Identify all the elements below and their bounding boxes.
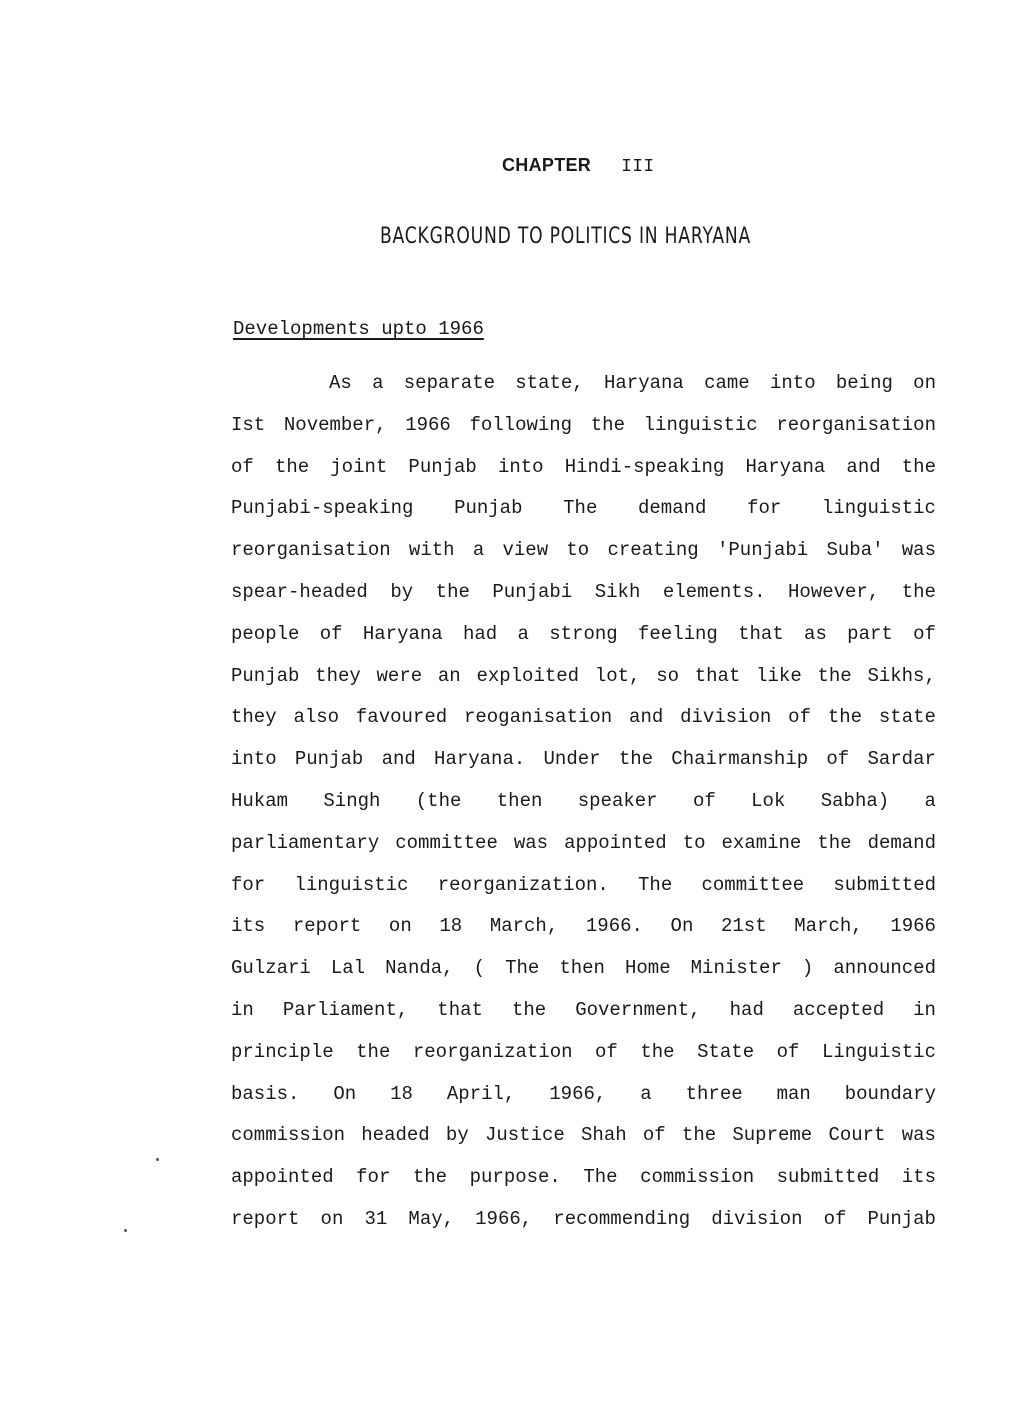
word: the	[356, 1040, 391, 1063]
word: Court	[828, 1124, 886, 1147]
word: Nanda,	[385, 957, 454, 980]
word: 1966.	[585, 915, 643, 938]
word: the	[901, 455, 936, 478]
word: Singh	[323, 789, 381, 812]
word: 'Punjabi	[716, 539, 809, 562]
word: 21st	[721, 915, 767, 938]
word: part	[847, 622, 893, 645]
word: Haryana.	[434, 748, 526, 771]
word: examine	[721, 831, 802, 854]
word: linguistic	[643, 413, 758, 436]
word: was	[901, 539, 936, 562]
word: Sikh	[594, 580, 641, 603]
word: demand	[867, 831, 936, 854]
word: of	[231, 455, 254, 478]
paragraph-line	[231, 739, 936, 781]
scan-speck	[156, 1158, 159, 1161]
word: of	[823, 1207, 847, 1230]
word: and	[846, 455, 881, 478]
word: Haryana	[603, 372, 684, 394]
word: they	[315, 664, 361, 687]
word: feeling	[637, 622, 718, 645]
paragraph-line	[231, 1157, 936, 1199]
word: Hukam	[231, 789, 289, 812]
word: being	[835, 372, 893, 394]
word: Linguistic	[821, 1040, 936, 1063]
word: 1966	[405, 413, 451, 436]
word: the	[640, 1040, 675, 1063]
word: also	[293, 706, 340, 729]
word: with	[408, 539, 455, 562]
word: headed	[361, 1124, 430, 1147]
word: Chairmanship	[671, 748, 809, 771]
word: that	[738, 622, 784, 645]
word: by	[445, 1124, 469, 1147]
word: view	[502, 539, 549, 562]
word: committee	[701, 873, 805, 896]
word: of	[788, 706, 811, 729]
word: the	[511, 998, 547, 1021]
paragraph-line	[231, 1199, 936, 1241]
word: March,	[489, 915, 559, 938]
word: linguistic	[294, 873, 409, 896]
paragraph-line	[231, 488, 936, 530]
word: and	[629, 706, 664, 729]
word: into	[769, 372, 816, 394]
word: Minister	[690, 957, 782, 980]
word: recommending	[553, 1207, 691, 1230]
word: State	[697, 1040, 755, 1063]
paragraph-line	[231, 572, 936, 614]
word: had	[463, 622, 498, 645]
word: the	[618, 748, 654, 771]
word: linguistic	[821, 497, 936, 520]
paragraph-line	[231, 363, 936, 405]
word: The	[505, 957, 540, 980]
word: a	[924, 789, 936, 812]
word: Parliament,	[282, 998, 409, 1021]
word: committee	[395, 831, 498, 854]
word: Punjabi-speaking	[231, 497, 414, 520]
paragraph-line	[231, 906, 936, 948]
word: Shah	[581, 1124, 627, 1147]
word: to	[566, 539, 590, 562]
word: spear-headed	[231, 580, 368, 603]
word: of	[776, 1040, 800, 1063]
word: an	[437, 664, 461, 687]
word: division	[711, 1207, 803, 1230]
word: demand	[638, 497, 707, 520]
word: people	[231, 622, 300, 645]
word: elements.	[662, 580, 766, 603]
word: of	[692, 789, 716, 812]
paragraph-line	[231, 614, 936, 656]
word: came	[704, 372, 750, 394]
word: of	[642, 1124, 666, 1147]
word: Gulzari	[231, 957, 311, 980]
word: of	[826, 748, 850, 771]
word: in	[913, 998, 936, 1021]
scan-speck	[124, 1229, 127, 1232]
word: a	[372, 372, 384, 394]
word: purpose.	[469, 1166, 561, 1189]
word: reorganisation	[776, 413, 936, 436]
word: by	[390, 580, 414, 603]
word: a	[472, 539, 485, 562]
word: 1966	[890, 915, 936, 938]
word: the	[827, 706, 863, 729]
word: 31	[364, 1207, 388, 1230]
word: on	[388, 915, 412, 938]
word: state,	[515, 372, 584, 394]
chapter-heading	[502, 155, 654, 177]
word: three	[685, 1082, 743, 1105]
word: 1966,	[475, 1207, 533, 1230]
paragraph-line	[231, 823, 936, 865]
word: then	[496, 789, 543, 812]
word: Punjab	[408, 455, 477, 478]
word: submitted	[776, 1166, 880, 1189]
paragraph-line	[231, 697, 936, 739]
word: speaker	[577, 789, 658, 812]
word: Punjab	[867, 1207, 936, 1230]
word: 18	[439, 915, 463, 938]
word: Home	[624, 957, 671, 980]
word: Haryana	[745, 455, 826, 478]
word: Ist	[231, 413, 266, 436]
word: state	[878, 706, 936, 729]
word: into	[497, 455, 544, 478]
word: (	[473, 957, 486, 980]
word: reorganisation	[231, 539, 391, 562]
word: was	[901, 1124, 936, 1147]
word: to	[682, 831, 706, 854]
word: appointed	[231, 1166, 334, 1189]
word: exploited	[476, 664, 580, 687]
word: was	[513, 831, 549, 854]
word: were	[376, 664, 423, 687]
word: April,	[446, 1082, 516, 1105]
word: 18	[390, 1082, 413, 1105]
word: As	[329, 372, 352, 394]
word: Punjab	[231, 664, 300, 687]
word: appointed	[564, 831, 667, 854]
word: a	[517, 622, 529, 645]
word: boundary	[844, 1082, 936, 1105]
section-heading: Developments upto 1966	[233, 318, 484, 340]
word: the	[435, 580, 470, 603]
word: like	[756, 664, 802, 687]
word: its	[231, 915, 266, 938]
word: so	[656, 664, 679, 687]
paragraph-line	[231, 1032, 936, 1074]
word: of	[913, 622, 936, 645]
word: reorganization.	[437, 873, 609, 896]
word: the	[590, 413, 625, 436]
word: for	[356, 1166, 391, 1189]
word: in	[231, 998, 254, 1021]
word: Punjabi	[492, 580, 573, 603]
word: Sikhs,	[867, 664, 936, 687]
word: Under	[543, 748, 601, 771]
word: favoured	[355, 706, 448, 729]
word: that	[694, 664, 741, 687]
word: joint	[330, 455, 388, 478]
word: On	[333, 1082, 357, 1105]
chapter-number: III	[621, 157, 655, 177]
word: However,	[788, 580, 880, 603]
word: Suba'	[826, 539, 884, 562]
word: reorganization	[412, 1040, 573, 1063]
word: on	[320, 1207, 344, 1230]
word: The	[563, 497, 598, 520]
paragraph-line	[231, 530, 936, 572]
word: a	[640, 1082, 652, 1105]
word: The	[638, 873, 673, 896]
word: Punjab	[294, 748, 364, 771]
paragraph-line	[231, 1115, 936, 1157]
word: May,	[408, 1207, 455, 1230]
paragraph-line	[231, 865, 936, 907]
word: report	[231, 1207, 300, 1230]
word: commission	[640, 1166, 755, 1189]
word: March,	[794, 915, 863, 938]
word: Sardar	[867, 748, 936, 771]
word: Lal	[330, 957, 366, 980]
word: principle	[231, 1040, 334, 1063]
word: man	[776, 1082, 811, 1105]
word: for	[231, 873, 266, 896]
word: on	[913, 372, 936, 394]
word: Hindi-speaking	[564, 455, 725, 478]
word: accepted	[792, 998, 885, 1021]
word: Supreme	[732, 1124, 813, 1147]
chapter-label: CHAPTER	[502, 155, 592, 175]
word: Punjab	[454, 497, 523, 520]
word: Haryana	[362, 622, 443, 645]
word: the	[901, 580, 936, 603]
word: they	[231, 706, 277, 729]
word: strong	[549, 622, 618, 645]
chapter-title: BACKGROUND TO POLITICS IN HARYANA	[380, 224, 752, 249]
word: into	[231, 748, 277, 771]
word: then	[559, 957, 605, 980]
word: parliamentary	[231, 831, 380, 854]
word: )	[801, 957, 814, 980]
word: the	[412, 1166, 448, 1189]
word: Government,	[575, 998, 701, 1021]
word: report	[292, 915, 362, 938]
word: the	[817, 831, 852, 854]
word: basis.	[231, 1082, 300, 1105]
word: the	[681, 1124, 717, 1147]
word: as	[804, 622, 827, 645]
paragraph-line	[231, 447, 936, 489]
paragraph-line	[231, 656, 936, 698]
word: had	[729, 998, 764, 1021]
word: The	[583, 1166, 618, 1189]
word: that	[437, 998, 483, 1021]
word: the	[817, 664, 852, 687]
word: of	[595, 1040, 618, 1063]
word: lot,	[594, 664, 641, 687]
word: November,	[283, 413, 387, 436]
paragraph-line	[231, 781, 936, 823]
word: On	[670, 915, 694, 938]
word: following	[469, 413, 573, 436]
paragraph-line	[231, 990, 936, 1032]
word: reoganisation	[463, 706, 613, 729]
word: submitted	[833, 873, 936, 896]
paragraph-line	[231, 948, 936, 990]
word: separate	[403, 372, 495, 394]
word: the	[274, 455, 310, 478]
paragraph-line	[231, 405, 936, 447]
word: announced	[833, 957, 936, 980]
word: creating	[607, 539, 699, 562]
word: Sabha)	[820, 789, 890, 812]
word: and	[381, 748, 416, 771]
word: division	[680, 706, 772, 729]
word: Lok	[751, 789, 786, 812]
word: for	[747, 497, 782, 520]
body-paragraph	[231, 363, 936, 1241]
word: 1966,	[549, 1082, 607, 1105]
word: commission	[231, 1124, 346, 1147]
word: (the	[415, 789, 462, 812]
word: of	[319, 622, 343, 645]
word: Justice	[484, 1124, 565, 1147]
word: its	[901, 1166, 936, 1189]
paragraph-line	[231, 1074, 936, 1116]
